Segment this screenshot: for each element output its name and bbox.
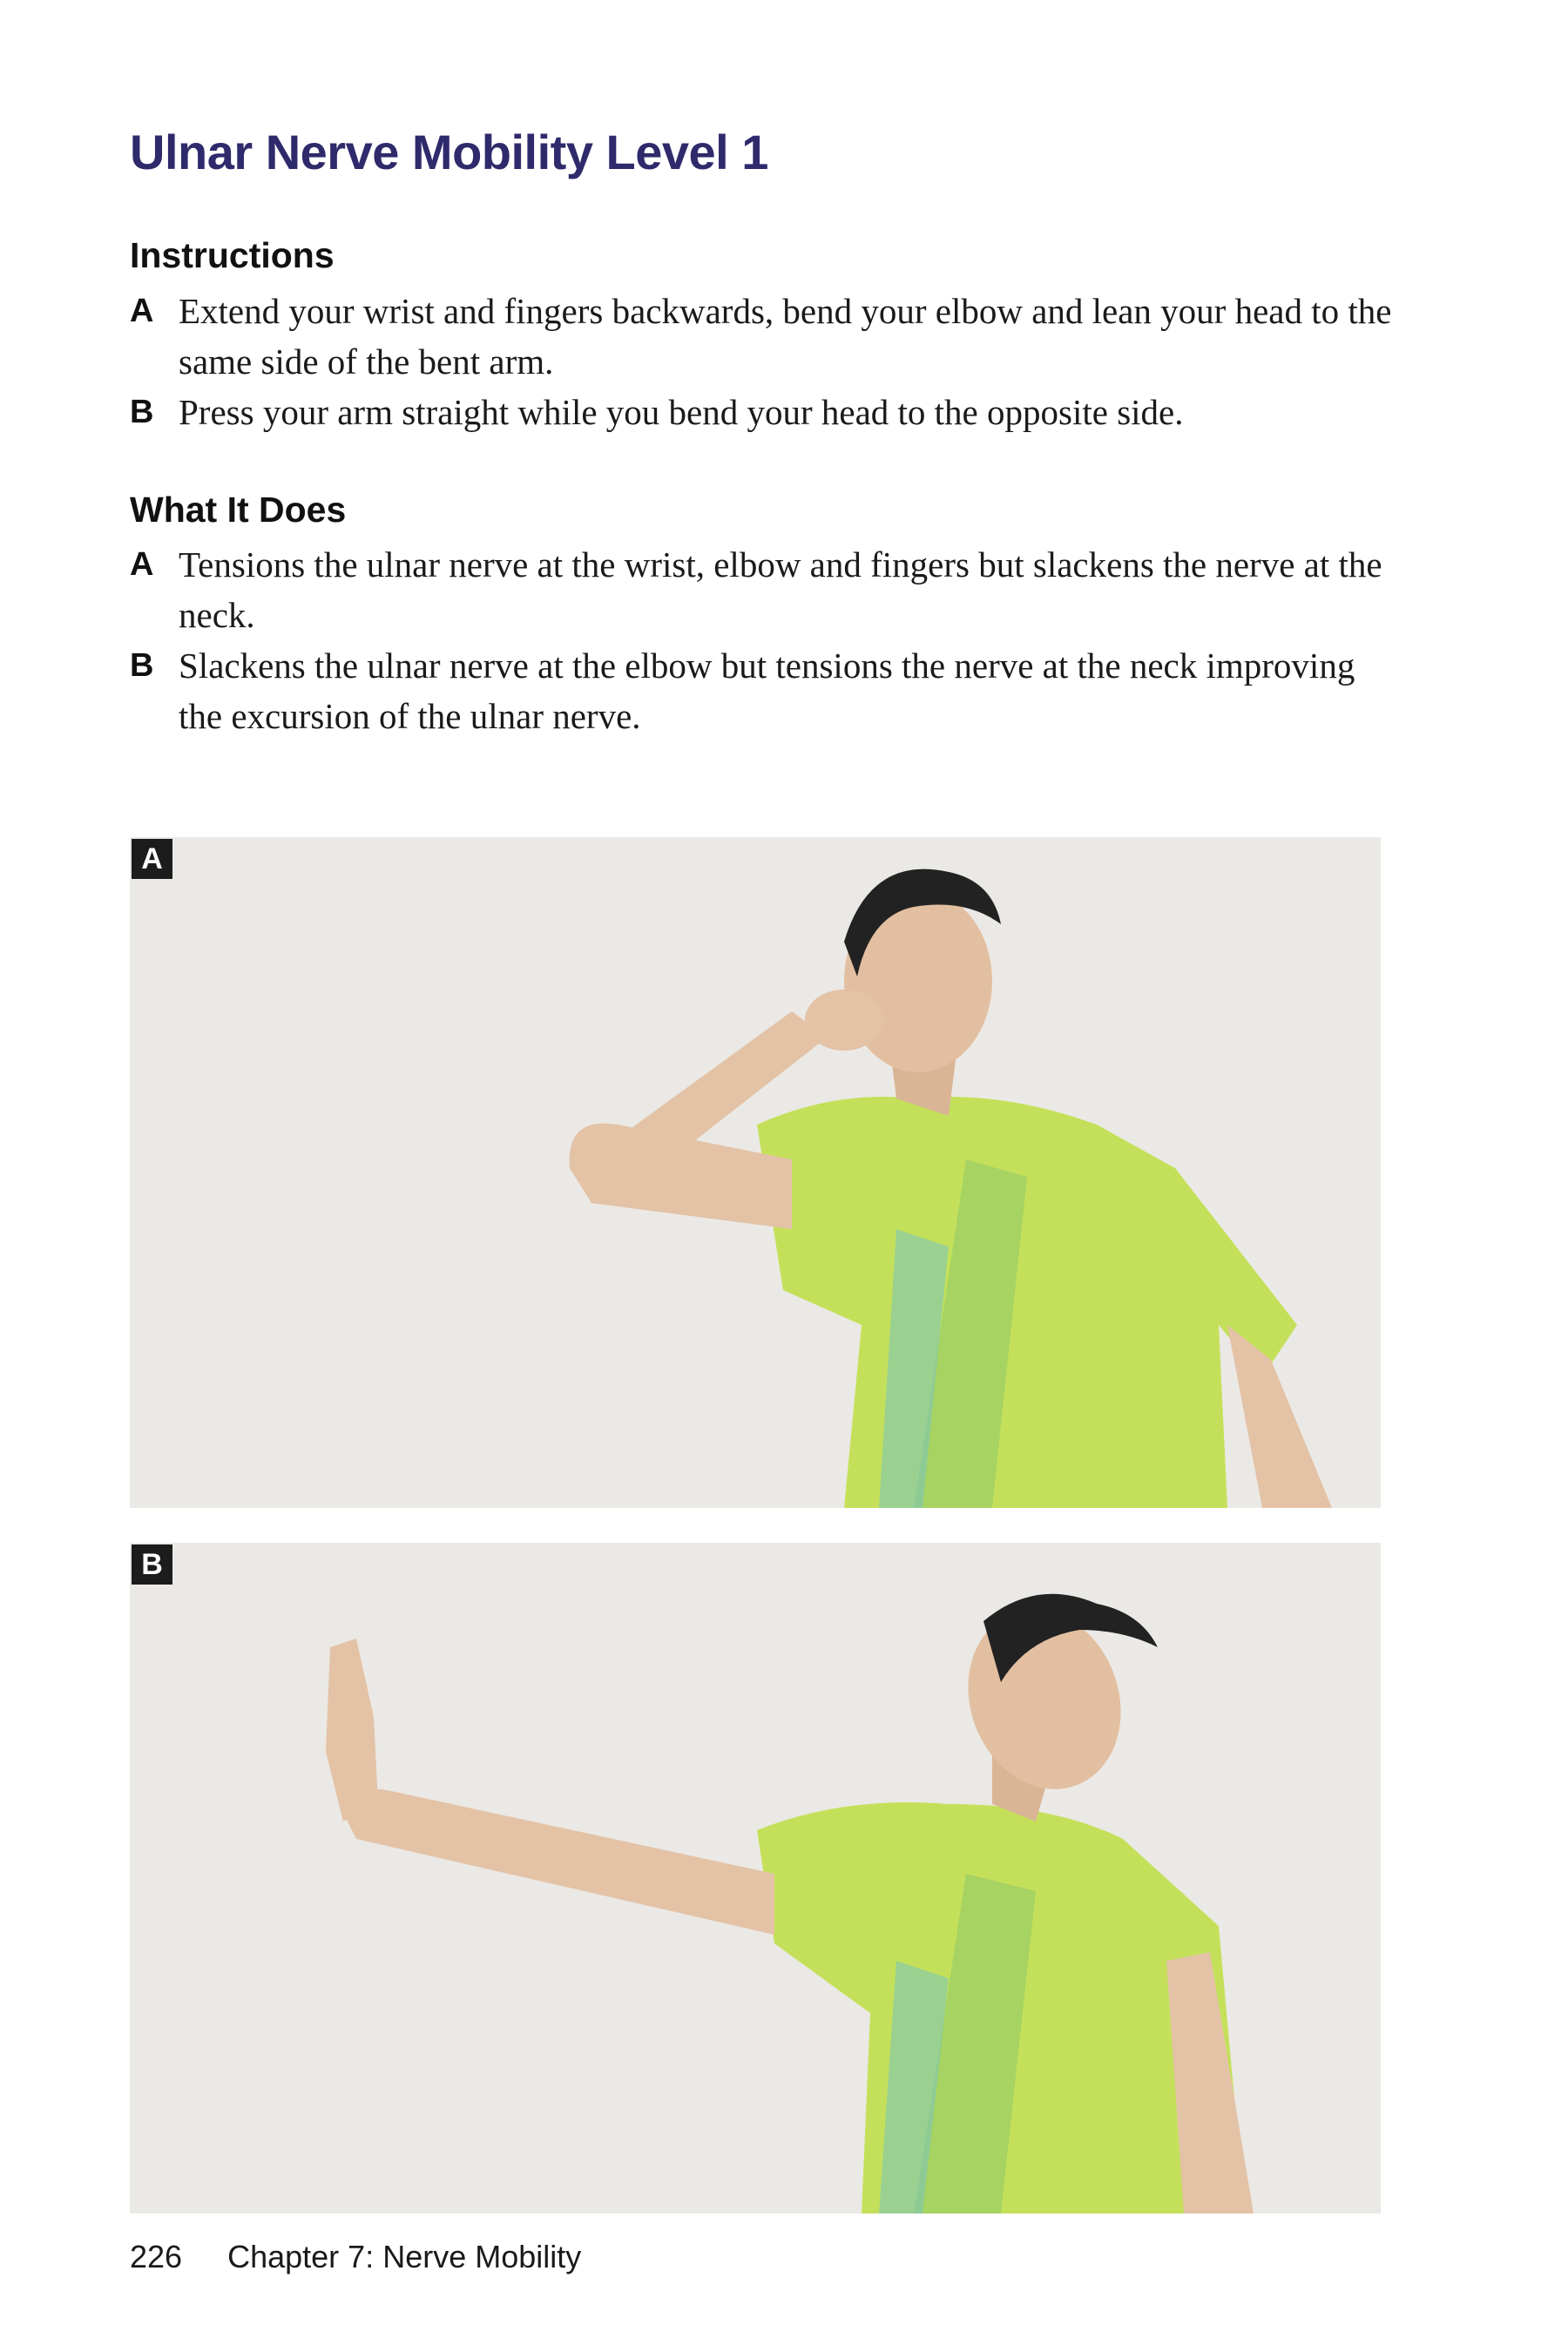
what-it-does-list — [130, 539, 1393, 741]
photo-a-illustration — [130, 837, 1381, 1508]
what-it-does-item-a — [130, 539, 1393, 640]
instructions-list — [130, 286, 1393, 437]
page-title: Ulnar Nerve Mobility Level 1 — [130, 125, 768, 179]
item-text: Tensions the ulnar nerve at the wrist, elbow and fingers but slackens the nerve at the neck. — [179, 544, 1382, 635]
item-text: Slackens the ulnar nerve at the elbow but tensions the nerve at the neck improving the excursion of the ulnar nerve. — [179, 645, 1355, 736]
page-footer — [130, 2239, 581, 2275]
item-letter: B — [130, 394, 154, 430]
instructions-heading: Instructions — [130, 235, 335, 275]
photo-b — [130, 1543, 1381, 2213]
instruction-item-a — [130, 286, 1393, 387]
page-number: 226 — [130, 2239, 183, 2274]
instruction-item-b — [130, 387, 1393, 437]
photo-a — [130, 837, 1381, 1508]
item-text: Extend your wrist and fingers backwards, bend your elbow and lean your head to the same side of the bent arm. — [179, 291, 1392, 382]
what-it-does-heading: What It Does — [130, 490, 347, 530]
photo-b-illustration — [130, 1543, 1381, 2213]
what-it-does-item-b — [130, 640, 1393, 741]
photo-label-b: B — [132, 1544, 172, 1585]
item-text: Press your arm straight while you bend your head to the opposite side. — [179, 392, 1184, 432]
item-letter: B — [130, 647, 154, 684]
chapter-title: Chapter 7: Nerve Mobility — [227, 2239, 582, 2274]
item-letter: A — [130, 546, 154, 583]
photo-label-a: A — [132, 839, 172, 879]
item-letter: A — [130, 293, 154, 329]
